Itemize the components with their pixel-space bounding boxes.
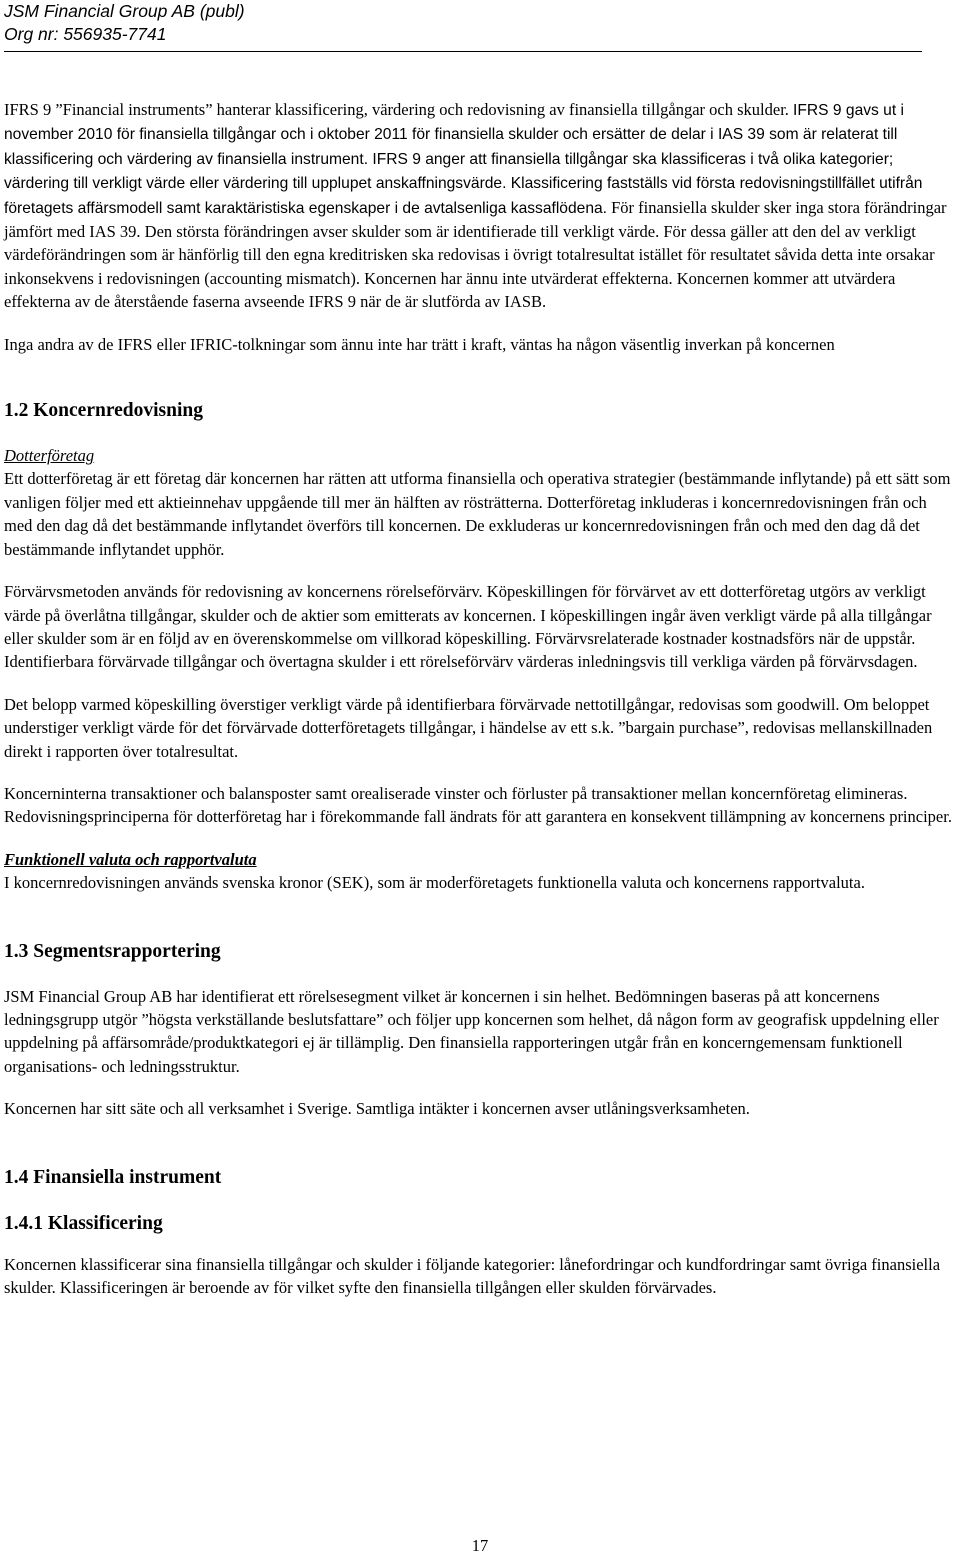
valuta-block [4, 848, 956, 895]
valuta-paragraph: I koncernredovisningen används svenska kronor (SEK), som är moderföretagets funktionella valuta och koncernens rapportvaluta. [4, 873, 865, 893]
dotterforetag-paragraph-2: Förvärvsmetoden används för redovisning av koncernens rörelseförvärv. Köpeskillingen för förvärvet av ett dotterföretag utgörs av verkligt värde på överlåtna tillgångar, skulder och de aktier som emitterats av koncernen. I köpeskillingen ingår även verkligt värde på alla tillgångar eller skulder som är en följd av en överenskommelse om villkorad köpeskilling. Förvärvsrelaterade kostnader kostnadsförs när de uppstår. Identifierbara förvärvade tillgångar och övertagna skulder i ett rörelseförvärv värderas inledningsvis till verkliga värden på förvärvsdagen. [4, 582, 932, 672]
dotterforetag-block [4, 444, 956, 561]
subheading-dotterforetag: Dotterföretag [4, 446, 95, 466]
ifrs9-intro: IFRS 9 ”Financial instruments” hanterar klassificering, värdering och redovisning av finansiella tillgångar och skulder. [4, 100, 789, 119]
segment-paragraph-1: JSM Financial Group AB har identifierat ett rörelsesegment vilket är koncernen i sin helhet. Bedömningen baseras på att koncernens ledningsgrupp utgör ”högsta verkställande beslutsfattare” och följer upp koncernen som helhet, då någon form av geografisk uppdelning eller uppdelning på affärsområde/produktkategori ej är tillämplig. Den finansiella rapporteringen utgår från en koncerngemensam funktionell organisations- och ledningsstruktur. [4, 986, 939, 1076]
section-heading-koncernredovisning: 1.2 Koncernredovisning [4, 400, 203, 422]
segment-paragraph-2: Koncernen har sitt säte och all verksamhet i Sverige. Samtliga intäkter i koncernen avser utlåningsverksamheten. [4, 1099, 750, 1119]
org-number: Org nr: 556935-7741 [4, 24, 167, 44]
ifrs9-paragraph [4, 98, 956, 314]
section-heading-finansiella-instrument: 1.4 Finansiella instrument [4, 1166, 222, 1188]
section-heading-klassificering: 1.4.1 Klassificering [4, 1212, 163, 1234]
page-number: 17 [471, 1536, 489, 1555]
ifric-paragraph: Inga andra av de IFRS eller IFRIC-tolkningar som ännu inte har trätt i kraft, väntas ha någon väsentlig inverkan på koncernen [4, 334, 835, 354]
company-name: JSM Financial Group AB (publ) [4, 1, 245, 21]
dotterforetag-paragraph-1: Ett dotterföretag är ett företag där koncernen har rätten att utforma finansiella och operativa strategier (bestämmande inflytande) på ett sätt som vanligen följer med ett aktieinnehav uppgående till mer än hälften av rösträtterna. Dotterföretag inkluderas i koncernredovisningen från och med den dag då det bestämmande inflytandet överförs till koncernen. De exkluderas ur koncernredovisningen från och med den dag då det bestämmande inflytandet upphör. [4, 469, 951, 559]
dotterforetag-paragraph-4: Koncerninterna transaktioner och balansposter samt orealiserade vinster och förluster på transaktioner mellan koncernföretag elimineras. Redovisningsprinciperna för dotterföretag har i förekommande fall ändrats för att garantera en konsekvent tillämpning av koncernens principer. [4, 783, 952, 827]
document-body [4, 98, 956, 1318]
header-divider [4, 51, 922, 52]
ifrs9-liabilities: För finansiella skulder sker inga stora förändringar jämfört med IAS 39. Den största förändringen avser skulder som är identifierade till verkligt värde. För dessa gäller att den del av verkligt värdeförändringen som är hänförlig till den egna kreditrisken ska redovisas i övrigt totalresultat istället för resultatet såvida detta inte orsakar inkonsekvens i redovisningen (accounting mismatch). Koncernen har ännu inte utvärderat effekterna. Koncernen kommer att utvärdera effekterna av de återstående faserna avseende IFRS 9 när de är slutförda av IASB. [4, 197, 947, 312]
dotterforetag-paragraph-3: Det belopp varmed köpeskilling överstiger verkligt värde på identifierbara förvärvade nettotillgångar, redovisas som goodwill. Om beloppet understiger verkligt värde för det förvärvade dotterföretagets tillgångar, i händelse av ett s.k. ”bargain purchase”, redovisas mellanskillnaden direkt i rapporten över totalresultat. [4, 694, 933, 761]
subheading-valuta: Funktionell valuta och rapportvaluta [4, 849, 257, 869]
page-header [4, 0, 934, 52]
section-heading-segment: 1.3 Segmentsrapportering [4, 940, 221, 962]
ifrs9-details: IFRS 9 gavs ut i november 2010 för finansiella tillgångar och i oktober 2011 för finansiella skulder och ersätter de delar i IAS 39 som är relaterat till klassificering och värdering av finansiella instrument. IFRS 9 anger att finansiella tillgångar ska klassificeras i två olika kategorier; värdering till verkligt värde eller värdering till upplupet anskaffningsvärde. Klassificering fastställs vid första redovisningstillfället utifrån företagets affärsmodell samt karaktäristiska egenskaper i de avtalsenliga kassaflödena. [4, 102, 923, 217]
klassificering-paragraph: Koncernen klassificerar sina finansiella tillgångar och skulder i följande kategorier: lånefordringar och kundfordringar samt övriga finansiella skulder. Klassificeringen är beroende av för vilket syfte den finansiella tillgången eller skulden förvärvades. [4, 1254, 941, 1297]
